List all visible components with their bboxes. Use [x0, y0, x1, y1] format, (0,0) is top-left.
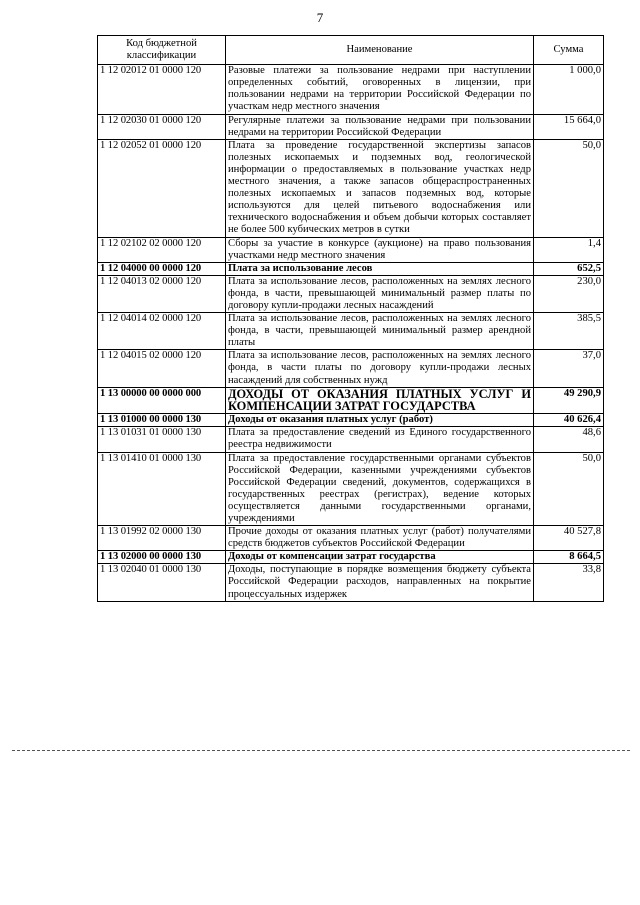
header-name: Наименование	[226, 36, 534, 65]
code-cell: 1 12 02012 01 0000 120	[98, 65, 226, 114]
sum-cell: 1 000,0	[534, 65, 604, 114]
page-number: 7	[316, 10, 324, 25]
sum-cell: 15 664,0	[534, 114, 604, 139]
table-row	[98, 114, 604, 139]
name-cell: Доходы от компенсации затрат государства	[226, 551, 534, 564]
sum-cell: 49 290,9	[534, 387, 604, 414]
name-cell: ДОХОДЫ ОТ ОКАЗАНИЯ ПЛАТНЫХ УСЛУГ И КОМПЕНСАЦИИ ЗАТРАТ ГОСУДАРСТВА	[226, 387, 534, 414]
name-cell: Доходы от оказания платных услуг (работ)	[226, 414, 534, 427]
header-code: Код бюджетной классификации	[98, 36, 226, 65]
table-row	[98, 262, 604, 275]
code-cell: 1 12 04014 02 0000 120	[98, 313, 226, 350]
table-row	[98, 452, 604, 526]
sum-cell: 37,0	[534, 350, 604, 387]
sum-cell: 1,4	[534, 237, 604, 262]
footer-divider	[12, 750, 630, 751]
code-cell: 1 12 02052 01 0000 120	[98, 139, 226, 237]
name-cell: Плата за использование лесов	[226, 262, 534, 275]
table-row	[98, 551, 604, 564]
name-cell: Плата за использование лесов, расположенных на землях лесного фонда, в части, превышающей минимальный размер платы по договору купли-продажи лесных насаждений	[226, 275, 534, 312]
sum-cell: 33,8	[534, 564, 604, 601]
name-cell: Плата за использование лесов, расположенных на землях лесного фонда, в части платы по договору купли-продажи лесных насаждений для собственных нужд	[226, 350, 534, 387]
table-row	[98, 275, 604, 312]
table-row	[98, 139, 604, 237]
sum-cell: 40 626,4	[534, 414, 604, 427]
code-cell: 1 12 02102 02 0000 120	[98, 237, 226, 262]
name-cell: Плата за проведение государственной экспертизы запасов полезных ископаемых и подземных вод, геологической информации о предоставляемых в пользование участках недр местного значения, а также запасов общераспространенных полезных ископаемых и запасов подземных вод, которые используются для целей питьевого водоснабжения или технического водоснабжения и объем добычи которых составляет не более 500 кубических метров в сутки	[226, 139, 534, 237]
sum-cell: 385,5	[534, 313, 604, 350]
sum-cell: 50,0	[534, 139, 604, 237]
sum-cell: 230,0	[534, 275, 604, 312]
code-cell: 1 13 01410 01 0000 130	[98, 452, 226, 526]
table-body	[98, 65, 604, 601]
name-cell: Прочие доходы от оказания платных услуг (работ) получателями средств бюджетов субъектов Российской Федерации	[226, 526, 534, 551]
code-cell: 1 12 04000 00 0000 120	[98, 262, 226, 275]
code-cell: 1 12 04013 02 0000 120	[98, 275, 226, 312]
code-cell: 1 13 02040 01 0000 130	[98, 564, 226, 601]
name-cell: Разовые платежи за пользование недрами при наступлении определенных событий, оговоренных в лицензии, при пользовании недрами на территории Российской Федерации по участкам недр местного значения	[226, 65, 534, 114]
table-header-row	[98, 36, 604, 65]
code-cell: 1 12 04015 02 0000 120	[98, 350, 226, 387]
name-cell: Плата за предоставление государственными органами субъектов Российской Федерации, казенными учреждениями субъектов Российской Федерации сведений, документов, содержащихся в государственных реестрах (регистрах), ведение которых осуществляется данными государственными органами, учреждениями	[226, 452, 534, 526]
code-cell: 1 12 02030 01 0000 120	[98, 114, 226, 139]
table-row	[98, 414, 604, 427]
code-cell: 1 13 01000 00 0000 130	[98, 414, 226, 427]
name-cell: Сборы за участие в конкурсе (аукционе) на право пользования участками недр местного значения	[226, 237, 534, 262]
sum-cell: 40 527,8	[534, 526, 604, 551]
table-row	[98, 387, 604, 414]
name-cell: Регулярные платежи за пользование недрами при пользовании недрами на территории Российской Федерации	[226, 114, 534, 139]
name-cell: Доходы, поступающие в порядке возмещения бюджету субъекта Российской Федерации расходов, направленных на покрытие процессуальных издержек	[226, 564, 534, 601]
sum-cell: 8 664,5	[534, 551, 604, 564]
code-cell: 1 13 01992 02 0000 130	[98, 526, 226, 551]
code-cell: 1 13 02000 00 0000 130	[98, 551, 226, 564]
code-cell: 1 13 01031 01 0000 130	[98, 427, 226, 452]
code-cell: 1 13 00000 00 0000 000	[98, 387, 226, 414]
table-row	[98, 313, 604, 350]
sum-cell: 48,6	[534, 427, 604, 452]
table-row	[98, 427, 604, 452]
table-row	[98, 65, 604, 114]
sum-cell: 652,5	[534, 262, 604, 275]
table-row	[98, 350, 604, 387]
sum-cell: 50,0	[534, 452, 604, 526]
name-cell: Плата за предоставление сведений из Единого государственного реестра недвижимости	[226, 427, 534, 452]
budget-revenue-table	[97, 35, 604, 602]
table-row	[98, 526, 604, 551]
table-row	[98, 237, 604, 262]
name-cell: Плата за использование лесов, расположенных на землях лесного фонда, в части, превышающей минимальный размер арендной платы	[226, 313, 534, 350]
header-sum: Сумма	[534, 36, 604, 65]
table-row	[98, 564, 604, 601]
